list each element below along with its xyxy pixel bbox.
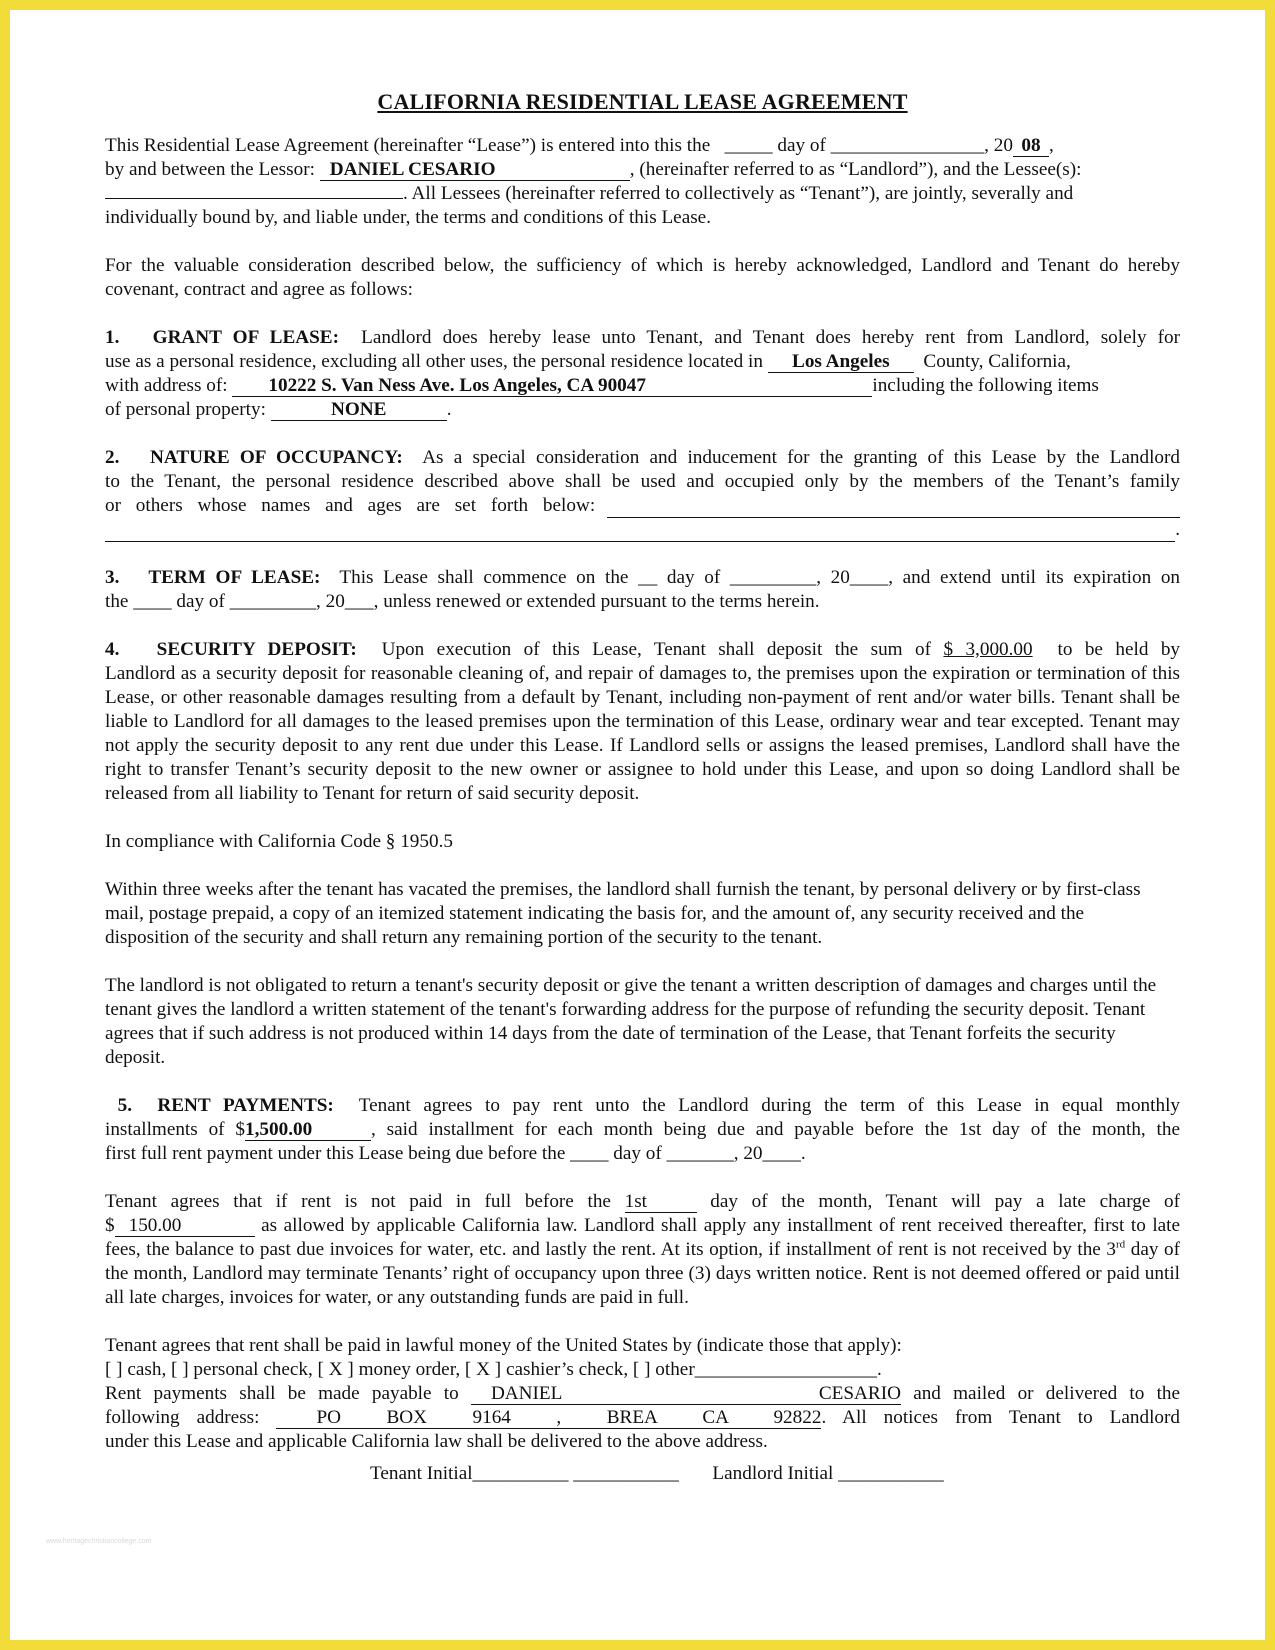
payee-field[interactable]: DANIEL CESARIO <box>471 1384 901 1405</box>
section-term-of-lease: 3. TERM OF LEASE: This Lease shall commence on the __ day of _________, 20____, and extend until its expiration on the ____ day of _________, 20___, unless renewed or extended pursuant to the terms herein. <box>105 567 1181 612</box>
lessee-field[interactable] <box>105 198 403 199</box>
consideration-paragraph: For the valuable consideration described below, the sufficiency of which is hereby acknowledged, Landlord and Tenant do hereby covenant, contract and agree as follows: <box>105 255 1180 300</box>
compliance-note: In compliance with California Code § 1950.5 <box>105 831 453 852</box>
deposit-amount: $ 3,000.00 <box>943 639 1033 660</box>
section-security-deposit: 4. SECURITY DEPOSIT: Upon execution of this Lease, Tenant shall deposit the sum of $ 3,000.00 to be held by Landlord as a security deposit for reasonable cleaning of, and repair of damages to, the premises upon the expiration or termination of this Lease, or other reasonable damages resulting from a default by Tenant, including non-payment of rent and/or water bills. Tenant shall be liable to Landlord for all damages to the leased premises upon the termination of this Lease, ordinary wear and tear excepted. Tenant may not apply the security deposit to any rent due under this Lease. If Landlord sells or assigns the leased premises, Landlord shall have the right to transfer Tenant’s security deposit to the new owner or assignee to hold under this Lease, and upon so doing Landlord shall be released from all liability to Tenant for return of said security deposit. <box>105 639 1181 804</box>
section-title: SECURITY DEPOSIT: <box>156 639 357 660</box>
tenant-initial-field[interactable]: Tenant Initial__________ ___________ <box>370 1463 679 1484</box>
section-grant-of-lease: 1. GRANT OF LEASE: Landlord does hereby lease unto Tenant, and Tenant does hereby rent from Landlord, solely for use as a personal residence, excluding all other uses, the personal residence located in Los Angeles County, California, with address of: 10222 S. Van Ness Ave. Los Angeles, CA 90047 including the following items of personal property: NONE . <box>105 327 1180 420</box>
lessor-field[interactable]: DANIEL CESARIO <box>320 160 630 181</box>
intro-paragraph: This Residential Lease Agreement (hereinafter “Lease”) is entered into this the _____ day of ________________, 20 08 , by and between the Lessor: DANIEL CESARIO , (hereinafter referred to as “Landlord”), and the Lessee(s): . All Lessees (hereinafter referred to collectively as “Tenant”), are jointly, severally and individually bound by, and liable under, the terms and conditions of this Lease. <box>105 135 1082 228</box>
late-fee-field[interactable]: 150.00 <box>115 1216 255 1237</box>
year-field[interactable]: 08 <box>1013 136 1049 157</box>
section-title: RENT PAYMENTS: <box>157 1095 334 1116</box>
late-day-field[interactable]: 1st <box>625 1192 697 1213</box>
personal-property-field[interactable]: NONE <box>271 400 447 421</box>
payment-address-field[interactable]: PO BOX 9164 , BREA CA 92822 <box>276 1408 821 1429</box>
payment-method-paragraph: Tenant agrees that rent shall be paid in lawful money of the United States by (indicate those that apply): [ ] cash, [ ] personal check, [ X ] money order, [ X ] cashier’s check, [ ] other___________________. Rent payments shall be made payable to DANIEL CESARIO and mailed or delivered to the following address: PO BOX 9164 , BREA CA 92822. All notices from Tenant to Landlord under this Lease and applicable California law shall be delivered to the above address. <box>105 1335 1181 1452</box>
section-title: GRANT OF LEASE: <box>152 327 339 348</box>
occupants-field-line-2[interactable] <box>105 521 1175 542</box>
initials-footer <box>370 1463 1070 1485</box>
section-title: TERM OF LEASE: <box>148 567 321 588</box>
address-field[interactable]: 10222 S. Van Ness Ave. Los Angeles, CA 90047 <box>232 376 872 397</box>
document-title: CALIFORNIA RESIDENTIAL LEASE AGREEMENT <box>377 89 908 114</box>
late-charge-paragraph: Tenant agrees that if rent is not paid in full before the 1st day of the month, Tenant will pay a late charge of $ 150.00 as allowed by applicable California law. Landlord shall apply any installment of rent received thereafter, first to late fees, the balance to past due invoices for water, etc. and lastly the rent. At its option, if installment of rent is not received by the 3rd day of the month, Landlord may terminate Tenants’ right of occupancy upon three (3) days written notice. Rent is not deemed offered or paid until all late charges, invoices for water, or any outstanding funds are paid in full. <box>105 1191 1181 1308</box>
landlord-initial-field[interactable]: Landlord Initial ___________ <box>712 1463 944 1484</box>
rent-amount-field[interactable]: 1,500.00 <box>245 1120 371 1141</box>
section-title: NATURE OF OCCUPANCY: <box>150 447 403 468</box>
payment-method-options[interactable]: [ ] cash, [ ] personal check, [ X ] money order, [ X ] cashier’s check, [ ] other___________________. <box>105 1359 882 1380</box>
section-rent-payments: 5. RENT PAYMENTS: Tenant agrees to pay rent unto the Landlord during the term of this Lease in equal monthly installments of $1,500.00 , said installment for each month being due and payable before the 1st day of the month, the first full rent payment under this Lease being due before the ____ day of _______, 20____. <box>105 1095 1180 1164</box>
watermark: www.heritagechristiancollege.com <box>46 1538 152 1545</box>
county-field[interactable]: Los Angeles <box>768 352 914 373</box>
section-nature-of-occupancy: 2. NATURE OF OCCUPANCY: As a special consideration and inducement for the granting of this Lease by the Landlord to the Tenant, the personal residence described above shall be used and occupied only by the members of the Tenant’s family or others whose names and ages are set forth below: . <box>105 447 1181 540</box>
document-body <box>105 90 1180 1478</box>
forwarding-address-paragraph: The landlord is not obligated to return a tenant's security deposit or give the tenant a written description of damages and charges until the tenant gives the landlord a written statement of the tenant's forwarding address for the purpose of refunding the security deposit. Tenant agrees that if such address is not produced within 14 days from the date of termination of the Lease, that Tenant forfeits the security deposit. <box>105 975 1157 1068</box>
itemized-statement-paragraph: Within three weeks after the tenant has vacated the premises, the landlord shall furnish the tenant, by personal delivery or by first-class mail, postage prepaid, a copy of an itemized statement indicating the basis for, and the amount of, any security received and the disposition of the security and shall return any remaining portion of the security to the tenant. <box>105 879 1141 948</box>
occupants-field[interactable] <box>607 497 1180 518</box>
